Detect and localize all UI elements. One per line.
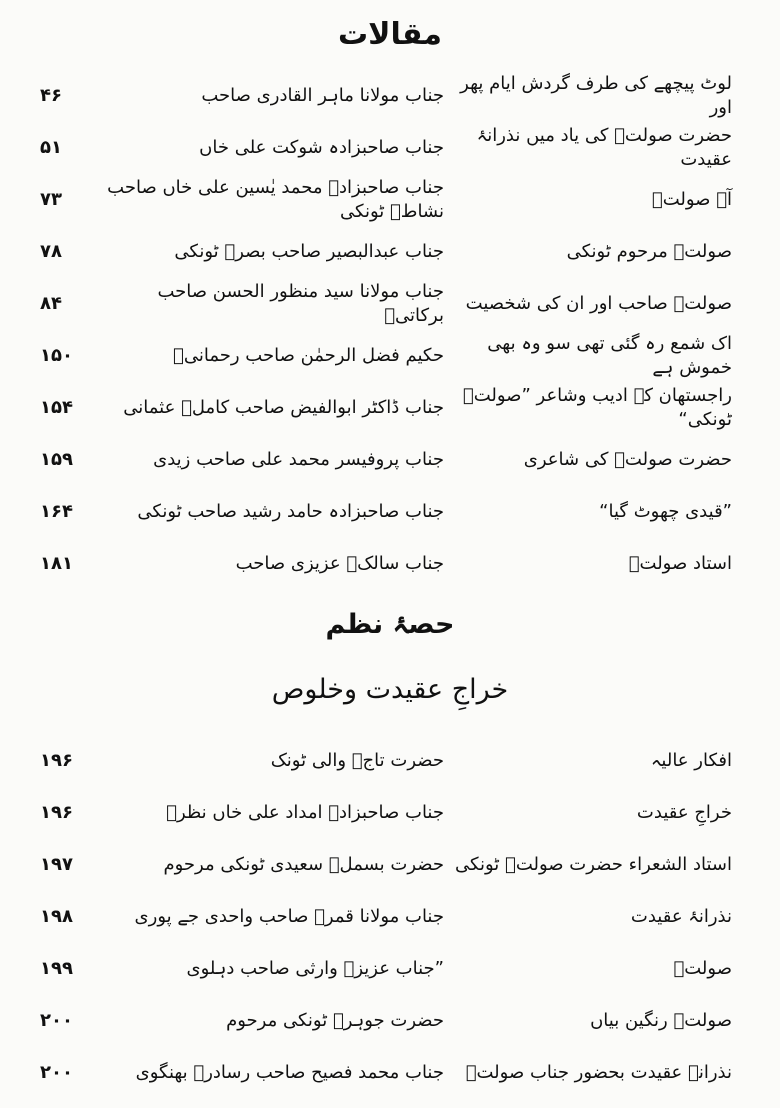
entry-page-number: ۴۶ <box>40 85 62 106</box>
entry-title: استاد الشعراء حضرت صولتؔ ٹونکی <box>455 854 732 875</box>
toc-entry <box>40 70 732 122</box>
toc-entry <box>40 538 732 590</box>
toc-entry <box>40 1047 732 1099</box>
toc-entry <box>40 226 732 278</box>
entry-author: جناب صاحبزادہ محمد یٰسین علی خاں صاحب نشاطؔ ٹونکی <box>107 177 444 222</box>
entry-title: ”قیدی چھوٹ گیا“ <box>599 501 732 522</box>
toc-entry <box>40 735 732 787</box>
entry-page-number: ۵۱ <box>40 137 62 158</box>
entry-page-number: ۱۹۶ <box>40 750 73 771</box>
section-heading-maqalat: مقالات <box>338 17 442 52</box>
entry-author: جناب پروفیسر محمد علی صاحب زیدی <box>153 449 444 470</box>
toc-entry <box>40 486 732 538</box>
entry-title: لوٹ پیچھے کی طرف گردش ایام پھر اور <box>460 73 732 118</box>
entry-title: نذرانۂ عقیدت بحضور جناب صولتؔ <box>465 1062 732 1083</box>
entry-author: ”جناب عزیزؔ وارثی صاحب دہلوی <box>186 958 444 979</box>
entry-page-number: ۷۳ <box>40 189 62 210</box>
entry-author: جناب مولانا سید منظور الحسن صاحب برکاتیؔ <box>157 281 444 326</box>
entry-title: خراجِ عقیدت <box>636 802 732 823</box>
entry-page-number: ۱۵۰ <box>40 345 73 366</box>
entry-title: راجستھان کے ادیب وشاعر ”صولتؔ ٹونکی“ <box>462 385 732 430</box>
entry-page-number: ۲۰۰ <box>40 1062 73 1083</box>
entry-author: جناب صاحبزادہ شوکت علی خاں <box>199 137 444 158</box>
entry-title: استاد صولتؔ <box>628 553 732 574</box>
entry-title: صولتؔ رنگین بیاں <box>590 1010 732 1031</box>
entry-author: جناب مولانا قمرؔ صاحب واحدی جے پوری <box>134 906 444 927</box>
entry-title: صولتؔ مرحوم ٹونکی <box>566 241 732 262</box>
entry-page-number: ۱۹۹ <box>40 958 73 979</box>
entry-page-number: ۱۵۴ <box>40 397 73 418</box>
poems-list <box>0 735 780 1099</box>
toc-entry <box>40 995 732 1047</box>
entry-title: حضرت صولتؔ کی شاعری <box>523 449 732 470</box>
entry-author: جناب سالکؔ عزیزی صاحب <box>235 553 444 574</box>
entry-page-number: ۱۹۶ <box>40 802 73 823</box>
toc-entry <box>40 891 732 943</box>
entry-author: جناب صاحبزادہ حامد رشید صاحب ٹونکی <box>137 501 444 522</box>
entry-page-number: ۱۸۱ <box>40 553 73 574</box>
toc-entry <box>40 382 732 434</box>
toc-entry <box>40 330 732 382</box>
entry-page-number: ۱۹۷ <box>40 854 73 875</box>
entry-title: افکار عالیہ <box>650 750 732 771</box>
toc-entry <box>40 787 732 839</box>
entry-author: حکیم فضل الرحمٰن صاحب رحمانیؔ <box>173 345 444 366</box>
section-heading-hissa-e-nazm: حصۂ نظم <box>325 609 455 640</box>
entry-title: نذرانۂ عقیدت <box>630 906 732 927</box>
toc-entry <box>40 174 732 226</box>
toc-entry <box>40 434 732 486</box>
entry-title: حضرت صولتؔ کی یاد میں نذرانۂ عقیدت <box>476 125 732 170</box>
entry-title: اک شمع رہ گئی تھی سو وہ بھی خموش ہے <box>487 333 732 378</box>
entry-author: حضرت جوہرؔ ٹونکی مرحوم <box>226 1010 444 1031</box>
entry-title: صولتؔ <box>673 958 732 979</box>
entry-page-number: ۱۹۸ <box>40 906 73 927</box>
entry-page-number: ۸۴ <box>40 293 62 314</box>
entry-author: جناب محمد فصیح صاحب رسادرؔ بھنگوی <box>135 1062 444 1083</box>
entry-author: جناب مولانا ماہر القادری صاحب <box>201 85 444 106</box>
entry-page-number: ۱۶۴ <box>40 501 73 522</box>
entry-page-number: ۷۸ <box>40 241 62 262</box>
section-subheading: خراجِ عقیدت وخلوص <box>271 674 509 705</box>
toc-entry <box>40 278 732 330</box>
toc-entry <box>40 943 732 995</box>
entry-author: حضرت تاجؔ والی ٹونک <box>270 750 444 771</box>
entry-author: حضرت بسملؔ سعیدی ٹونکی مرحوم <box>163 854 444 875</box>
entry-author: جناب عبدالبصیر صاحب بصرؔ ٹونکی <box>174 241 444 262</box>
articles-list <box>0 70 780 590</box>
toc-entry <box>40 839 732 891</box>
entry-author: جناب صاحبزادہ امداد علی خاں نظرؔ <box>166 802 444 823</box>
entry-page-number: ۲۰۰ <box>40 1010 73 1031</box>
toc-entry <box>40 122 732 174</box>
entry-title: آہ صولتؔ <box>651 189 732 210</box>
entry-author: جناب ڈاکٹر ابوالفیض صاحب کاملؔ عثمانی <box>123 397 444 418</box>
entry-title: صولتؔ صاحب اور ان کی شخصیت <box>465 293 732 314</box>
entry-page-number: ۱۵۹ <box>40 449 73 470</box>
